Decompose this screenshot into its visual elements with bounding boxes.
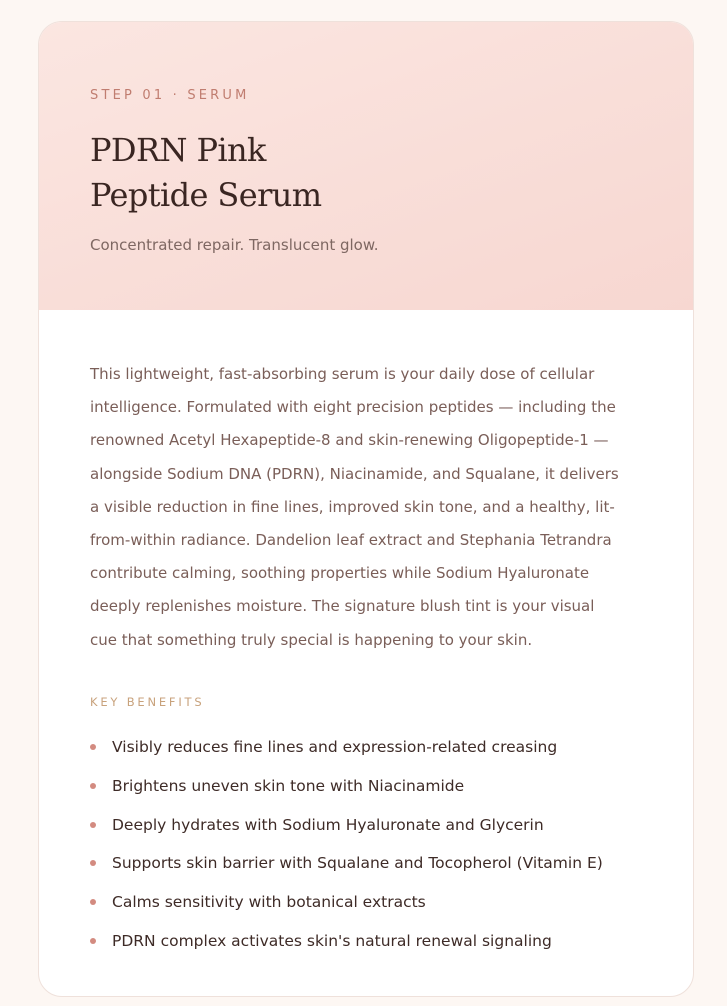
product-title [90,128,322,218]
benefit-item [90,771,603,810]
description-line: cue that something truly special is happening to your skin. [90,630,533,649]
key-benefits-heading: KEY BENEFITS [90,695,205,709]
bullet-dot-icon [90,822,96,828]
benefit-item [90,887,603,926]
description-line: contribute calming, soothing properties while Sodium Hyaluronate [90,564,590,583]
description-line: This lightweight, fast-absorbing serum is your daily dose of cellular [90,365,595,383]
benefit-item [90,926,603,965]
product-card [38,21,694,997]
benefit-item [90,732,603,771]
benefits-list [90,732,603,965]
bullet-dot-icon [90,938,96,944]
benefit-text: Supports skin barrier with Squalane and Tocopherol (Vitamin E) [112,854,603,873]
bullet-dot-icon [90,860,96,866]
description-line: from-within radiance. Dandelion leaf extract and Stephania Tetrandra [90,531,612,550]
benefit-text: PDRN complex activates skin's natural renewal signaling [112,931,552,950]
benefit-item [90,848,603,887]
product-hero [39,22,693,310]
description-line: a visible reduction in fine lines, improved skin tone, and a healthy, lit- [90,497,615,516]
product-title-line: Peptide Serum [90,176,322,214]
step-eyebrow: STEP 01 · SERUM [90,88,250,103]
product-description [90,358,650,657]
benefit-text: Brightens uneven skin tone with Niacinamide [112,776,465,795]
bullet-dot-icon [90,744,96,750]
product-title-line: PDRN Pink [90,131,266,169]
benefit-text: Visibly reduces fine lines and expression-related creasing [112,738,558,756]
description-line: intelligence. Formulated with eight precision peptides — including the [90,398,616,417]
product-tagline: Concentrated repair. Translucent glow. [90,236,379,254]
bullet-dot-icon [90,783,96,789]
benefit-item [90,810,603,849]
description-line: alongside Sodium DNA (PDRN), Niacinamide, and Squalane, it delivers [90,464,619,483]
benefit-text: Deeply hydrates with Sodium Hyaluronate and Glycerin [112,815,544,834]
bullet-dot-icon [90,899,96,905]
benefit-text: Calms sensitivity with botanical extracts [112,893,426,912]
description-line: deeply replenishes moisture. The signature blush tint is your visual [90,597,595,616]
description-line: renowned Acetyl Hexapeptide-8 and skin-renewing Oligopeptide-1 — [90,431,609,450]
